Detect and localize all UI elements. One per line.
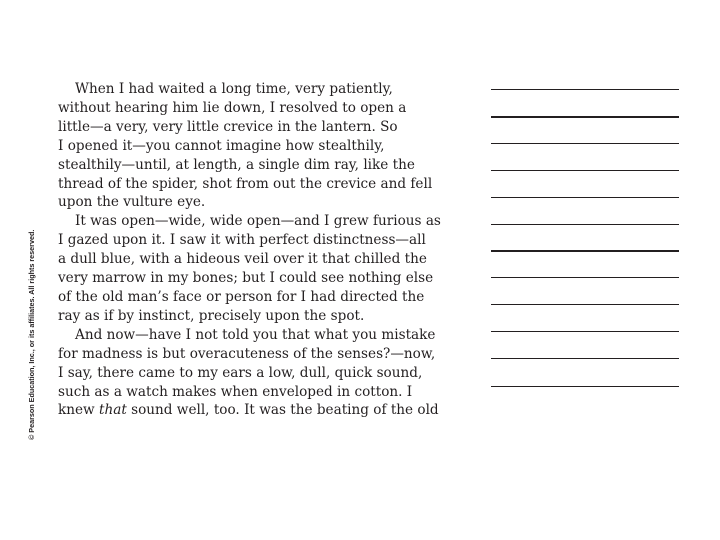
paragraph-3-text: And now—have I not told you that what you mistake for madness is but overacuteness of the senses?—now, I say, there came to my ears a low, dull, quick sound, such as a watch makes when enveloped in cotton. I knew xyxy=(58,326,436,419)
note-line[interactable] xyxy=(491,331,679,332)
note-line[interactable] xyxy=(491,277,679,278)
note-line[interactable] xyxy=(491,197,679,198)
note-line[interactable] xyxy=(491,250,679,252)
emphasis-that: that xyxy=(99,402,127,419)
paragraph-3 xyxy=(58,326,468,421)
paragraph-2: It was open—wide, wide open—and I grew furious as I gazed upon it. I saw it with perfect distinctness—all a dull blue, with a hideous veil over it that chilled the very marrow in my bones; but I could see nothing else of the old man’s face or person for I had directed the ray as if by instinct, precisely upon the spot. xyxy=(58,213,441,324)
note-lines xyxy=(491,0,679,540)
note-line[interactable] xyxy=(491,358,679,359)
note-line[interactable] xyxy=(491,170,679,171)
paragraph-1: When I had waited a long time, very patiently, without hearing him lie down, I resolved to open a little—a very, very little crevice in the lantern. So I opened it—you cannot imagine how stealthily, stealthily—until, at length, a single dim ray, like the thread of the spider, shot from out the crevice and fell upon the vulture eye. xyxy=(58,81,433,211)
note-line[interactable] xyxy=(491,224,679,225)
note-line[interactable] xyxy=(491,143,679,144)
paragraph-3-text-end: sound well, too. It was the beating of the old xyxy=(126,402,439,419)
copyright-notice: © Pearson Education, Inc., or its affiliates. All rights reserved. xyxy=(27,229,36,440)
note-line[interactable] xyxy=(491,304,679,305)
note-line[interactable] xyxy=(491,116,679,118)
note-line[interactable] xyxy=(491,89,679,90)
note-line[interactable] xyxy=(491,386,679,387)
story-passage xyxy=(58,80,468,420)
